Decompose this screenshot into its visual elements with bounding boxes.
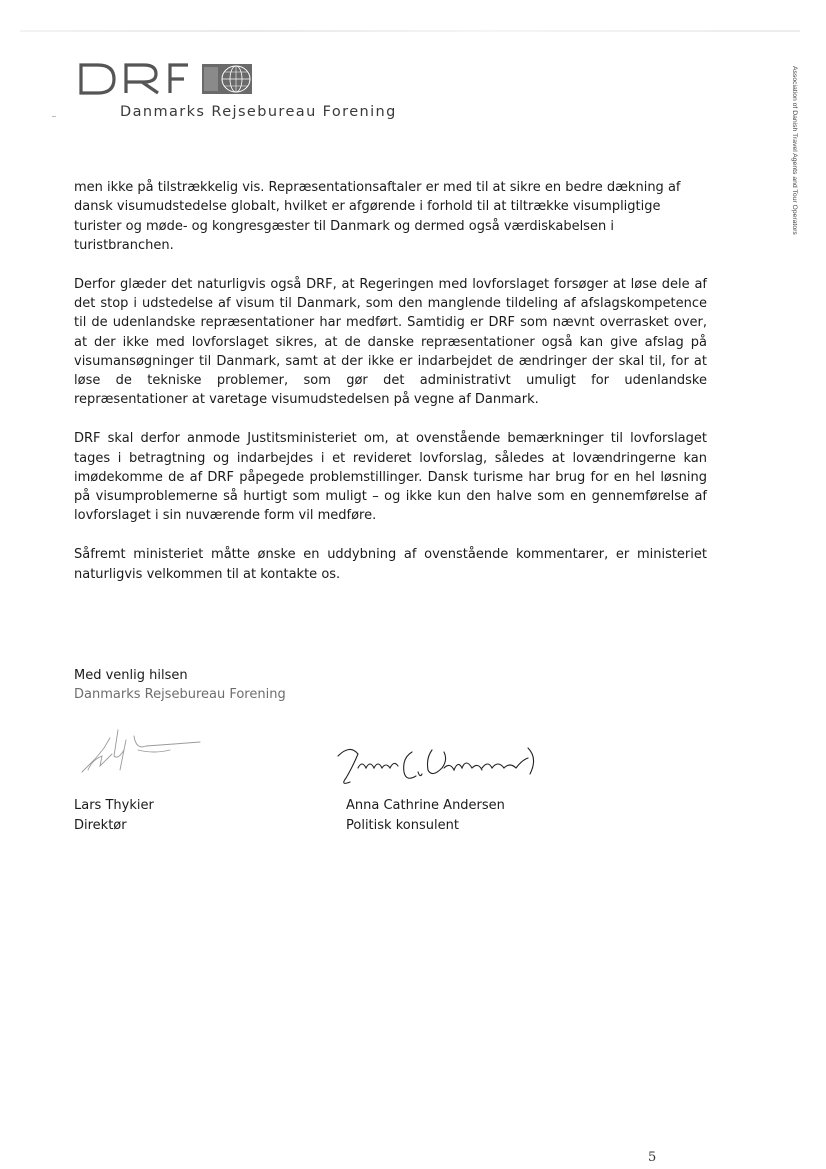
closing-greeting: Med venlig hilsen: [74, 668, 188, 683]
logo-org-name: Danmarks Rejsebureau Forening: [120, 104, 397, 120]
signature-anna-cathrine-andersen: [332, 738, 547, 794]
signer-anna-cathrine-andersen: [346, 796, 505, 835]
page-number: 5: [648, 1150, 657, 1165]
signer-title: Direktør: [74, 817, 127, 833]
paragraph-3: DRF skal derfor anmode Justitsministeriet om, at ovenstående bemærkninger til lovforslaget tages i betragtning og indarbejdes i et revideret lovforslag, således at lovændringerne kan imødekomme de af DRF påpegede problemstillinger. Dansk turisme har brug for en hel løsning på visumproblemerne så hurtigt som muligt – og ikke kun den halve som en gennemførelse af lovforslaget i sin nuværende form vil medføre.: [74, 431, 707, 524]
drf-logo: [78, 62, 258, 96]
signer-name: Anna Cathrine Andersen: [346, 798, 505, 813]
signature-lars-thykier: [74, 720, 214, 780]
paragraph-4: Såfremt ministeriet måtte ønske en uddybning af ovenstående kommentarer, er ministeriet naturligvis velkommen til at kontakte os.: [74, 547, 707, 582]
side-tagline: Association of Danish Travel Agents and Tour Operators: [791, 66, 798, 235]
closing-organization: Danmarks Rejsebureau Forening: [74, 687, 286, 702]
scan-dot: [52, 116, 56, 117]
signer-title: Politisk konsulent: [346, 817, 459, 833]
closing: [74, 666, 286, 704]
paragraph-1: men ikke på tilstrækkelig vis. Repræsentationsaftaler er med til at sikre en bedre dækning af dansk visumudstedelse globalt, hvilket er afgørende i forhold til at tiltrække visumpligtige turister og møde- og kongresgæster til Danmark og dermed også værdiskabelsen i turistbranchen.: [74, 180, 681, 253]
globe-icon: [202, 64, 252, 94]
letter-body: [74, 178, 707, 603]
signer-lars-thykier: [74, 796, 154, 835]
logo-letters: [81, 65, 188, 93]
scan-artifact-line: [20, 30, 800, 32]
signer-name: Lars Thykier: [74, 798, 154, 813]
paragraph-2: Derfor glæder det naturligvis også DRF, at Regeringen med lovforslaget forsøger at løse dele af det stop i udstedelse af visum til Danmark, som den manglende tildeling af afslagskompetence til de udenlandske repræsentationer har medført. Samtidig er DRF som nævnt overrasket over, at der ikke med lovforslaget sikres, at de danske repræsentationer også kan give afslag på visumansøgninger til Danmark, samt at der ikke er indarbejdet de ændringer der skal til, for at løse de tekniske problemer, som gør det administrativt umuligt for udenlandske repræsentationer at varetage visumudstedelsen på vegne af Danmark.: [74, 276, 707, 408]
